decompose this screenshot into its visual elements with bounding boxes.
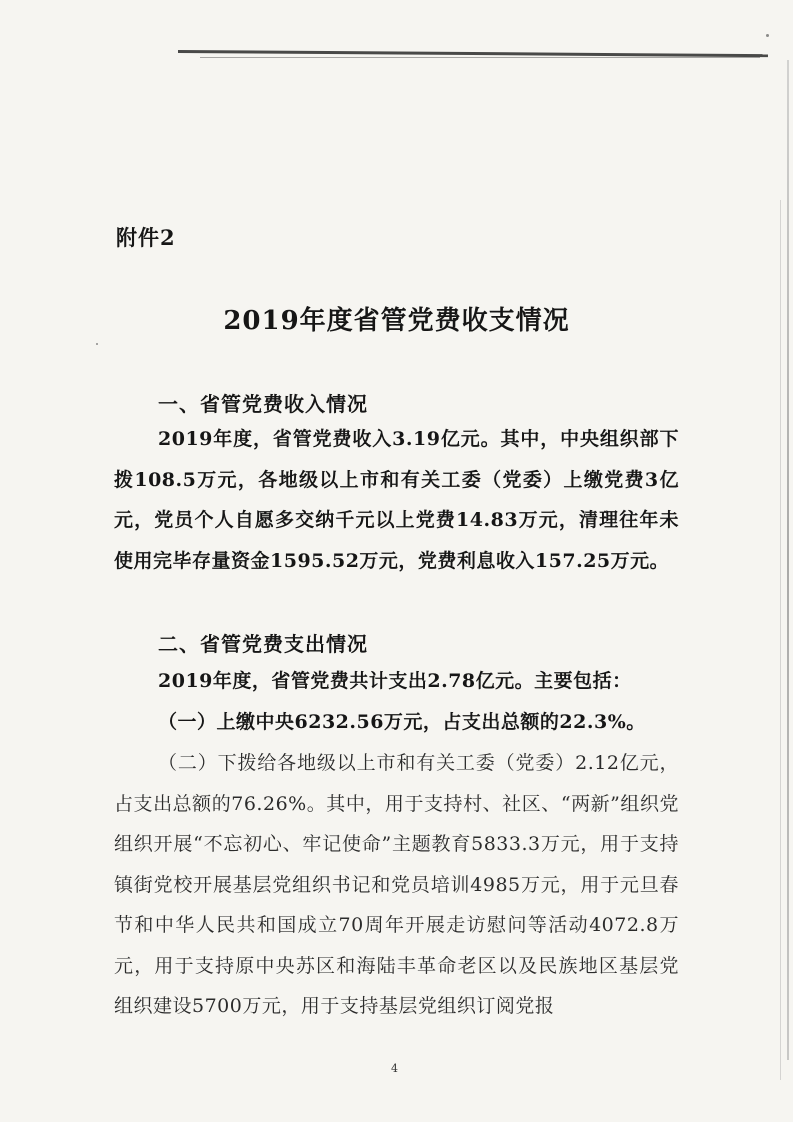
scan-speck bbox=[766, 34, 769, 37]
expenditure-item-2: （二）下拨给各地级以上市和有关工委（党委）2.12亿元，占支出总额的76.26%。其中，用于支持村、社区、“两新”组织党组织开展“不忘初心、牢记使命”主题教育5833.3万元，用于支持镇街党校开展基层党组织书记和党员培训4985万元，用于元旦春节和中华人民共和国成立70周年开展走访慰问等活动4072.8万元，用于支持原中央苏区和海陆丰革命老区以及民族地区基层党组织建设5700万元，用于支持基层党组织订阅党报 bbox=[114, 752, 679, 1017]
document-title: 2019年度省管党费收支情况 bbox=[223, 306, 570, 336]
page-number: 4 bbox=[391, 1062, 398, 1075]
expenditure-item-1: （一）上缴中央6232.56万元，占支出总额的22.3%。 bbox=[158, 711, 646, 733]
section-heading-income: 一、省管党费收入情况 bbox=[158, 392, 368, 416]
income-paragraph: 2019年度，省管党费收入3.19亿元。其中，中央组织部下拨108.5万元，各地级以上市和有关工委（党委）上缴党费3亿元，党员个人自愿多交纳千元以上党费14.83万元，清理往年未使用完毕存量资金1595.52万元，党费利息收入157.25万元。 bbox=[114, 428, 679, 572]
scan-speck bbox=[96, 343, 98, 345]
section-heading-expenditure: 二、省管党费支出情况 bbox=[158, 632, 368, 656]
attachment-label: 附件2 bbox=[116, 225, 176, 250]
scan-right-edge bbox=[787, 60, 789, 1060]
scan-top-rule-shadow bbox=[200, 57, 760, 58]
expenditure-intro: 2019年度，省管党费共计支出2.78亿元。主要包括： bbox=[158, 670, 632, 692]
